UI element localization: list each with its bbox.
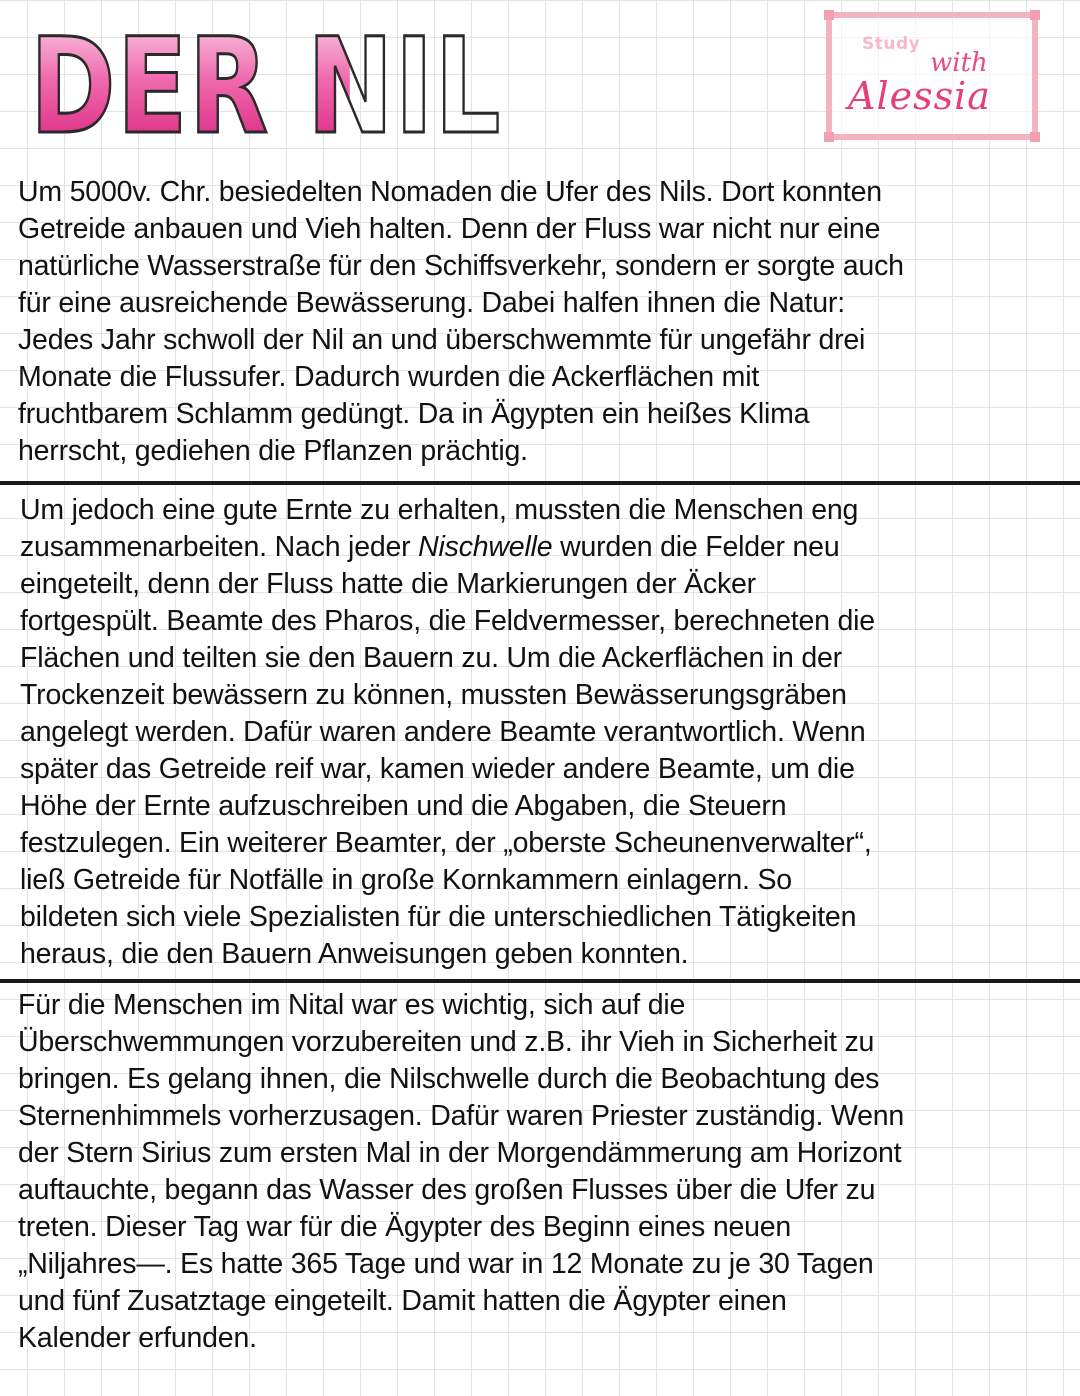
text-line: Trockenzeit bewässern zu können, mussten Bewässerungsgräben [20, 679, 847, 711]
text-segment: zusammenarbeiten. Nach jeder [20, 531, 419, 563]
text-line: auftauchte, begann das Wasser des großen Flusses über die Ufer zu [18, 1174, 876, 1206]
text-line: Sternenhimmels vorherzusagen. Dafür waren Priester zuständig. Wenn [18, 1100, 905, 1132]
paragraph-3 [18, 987, 1068, 1357]
text-line: herrscht, gediehen die Pflanzen prächtig. [18, 435, 528, 467]
stamp-author-name: Alessia [848, 74, 991, 118]
text-line: treten. Dieser Tag war für die Ägypter des Beginn eines neuen [18, 1211, 792, 1243]
text-line: bringen. Es gelang ihnen, die Nilschwelle durch die Beobachtung des [18, 1063, 880, 1095]
stamp-corner-mark [824, 10, 834, 20]
text-line: Höhe der Ernte aufzuschreiben und die Abgaben, die Steuern [20, 790, 787, 822]
text-line: für eine ausreichende Bewässerung. Dabei halfen ihnen die Natur: [18, 287, 845, 319]
stamp-corner-mark [1030, 10, 1040, 20]
text-line: angelegt werden. Dafür waren andere Beamte verantwortlich. Wenn [20, 716, 866, 748]
stamp-study-text: Study [862, 34, 921, 54]
text-line: Monate die Flussufer. Dadurch wurden die Ackerflächen mit [18, 361, 760, 393]
text-line: Um 5000v. Chr. besiedelten Nomaden die Ufer des Nils. Dort konnten [18, 176, 882, 208]
text-line: fruchtbarem Schlamm gedüngt. Da in Ägypten ein heißes Klima [18, 398, 810, 430]
study-with-alessia-stamp [826, 12, 1038, 140]
text-line: ließ Getreide für Notfälle in große Kornkammern einlagern. So [20, 864, 792, 896]
text-line [20, 529, 1070, 566]
text-line: bildeten sich viele Spezialisten für die unterschiedlichen Tätigkeiten [20, 901, 857, 933]
stamp-with-text: with [930, 48, 988, 78]
text-segment: wurden die Felder neu [552, 531, 840, 563]
paragraph-1 [18, 174, 1068, 470]
text-line: fortgespült. Beamte des Pharos, die Feldvermesser, berechneten die [20, 605, 875, 637]
text-line: Flächen und teilten sie den Bauern zu. Um die Ackerflächen in der [20, 642, 842, 674]
stamp-corner-mark [824, 132, 834, 142]
page-title: DER NIL [30, 10, 502, 164]
text-line: natürliche Wasserstraße für den Schiffsverkehr, sondern er sorgte auch [18, 250, 904, 282]
italic-term: Nischwelle [418, 531, 553, 563]
text-line: später das Getreide reif war, kamen wieder andere Beamte, um die [20, 753, 855, 785]
text-line: festzulegen. Ein weiterer Beamter, der „oberste Scheunenverwalter“, [20, 827, 872, 859]
text-line: Für die Menschen im Nital war es wichtig, sich auf die [18, 989, 686, 1021]
text-line: Kalender erfunden. [18, 1322, 257, 1354]
text-line: Um jedoch eine gute Ernte zu erhalten, mussten die Menschen eng [20, 494, 859, 526]
text-line: der Stern Sirius zum ersten Mal in der Morgendämmerung am Horizont [18, 1137, 902, 1169]
section-divider [0, 481, 1080, 485]
stamp-corner-mark [1030, 132, 1040, 142]
text-line: Getreide anbauen und Vieh halten. Denn der Fluss war nicht nur eine [18, 213, 881, 245]
paragraph-2 [20, 492, 1070, 973]
text-line: Jedes Jahr schwoll der Nil an und überschwemmte für ungefähr drei [18, 324, 866, 356]
text-line: eingeteilt, denn der Fluss hatte die Markierungen der Äcker [20, 568, 756, 600]
text-line: heraus, die den Bauern Anweisungen geben konnten. [20, 938, 689, 970]
text-line: und fünf Zusatztage eingeteilt. Damit hatten die Ägypter einen [18, 1285, 787, 1317]
section-divider [0, 979, 1080, 983]
text-line: Überschwemmungen vorzubereiten und z.B. ihr Vieh in Sicherheit zu [18, 1026, 875, 1058]
text-line: „Niljahres—. Es hatte 365 Tage und war in 12 Monate zu je 30 Tagen [18, 1248, 874, 1280]
